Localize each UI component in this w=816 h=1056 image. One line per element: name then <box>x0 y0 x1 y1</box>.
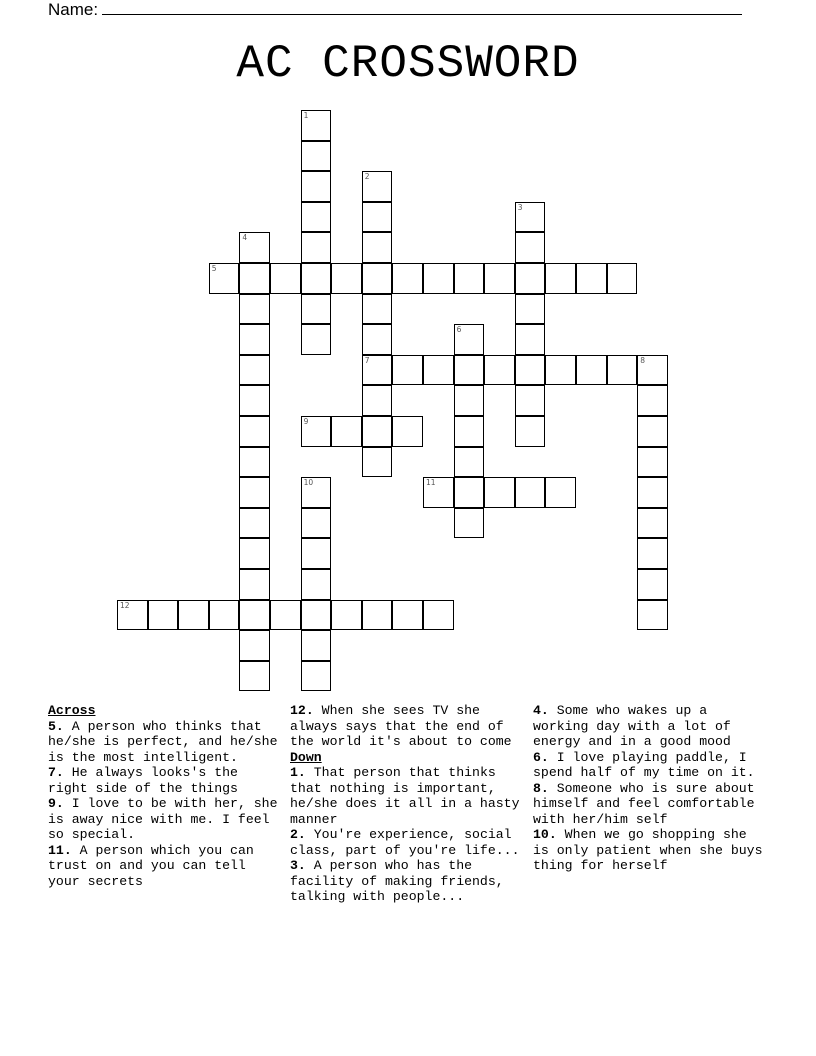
grid-cell[interactable] <box>637 538 668 569</box>
grid-cell[interactable] <box>454 385 485 416</box>
grid-cell[interactable] <box>607 263 638 294</box>
grid-cell[interactable] <box>239 600 270 631</box>
grid-cell[interactable] <box>392 355 423 386</box>
grid-cell[interactable] <box>239 447 270 478</box>
grid-cell[interactable] <box>239 508 270 539</box>
grid-cell[interactable] <box>515 232 546 263</box>
grid-cell[interactable] <box>239 661 270 692</box>
grid-cell[interactable] <box>484 477 515 508</box>
grid-cell[interactable] <box>454 416 485 447</box>
grid-cell[interactable] <box>362 600 393 631</box>
grid-cell[interactable] <box>239 355 270 386</box>
grid-cell[interactable] <box>301 263 332 294</box>
grid-cell[interactable] <box>301 416 332 447</box>
grid-cell[interactable] <box>239 569 270 600</box>
grid-cell[interactable] <box>515 477 546 508</box>
grid-cell[interactable] <box>454 508 485 539</box>
grid-cell[interactable] <box>637 508 668 539</box>
grid-cell[interactable] <box>117 600 148 631</box>
grid-cell[interactable] <box>362 447 393 478</box>
grid-cell[interactable] <box>239 416 270 447</box>
grid-cell[interactable] <box>301 477 332 508</box>
grid-cell[interactable] <box>515 355 546 386</box>
clue-across-12: 12. When she sees TV she always says that the end of the world it's about to come <box>290 703 512 749</box>
grid-cell[interactable] <box>392 416 423 447</box>
grid-cell[interactable] <box>301 202 332 233</box>
across-heading: Across <box>48 703 96 718</box>
grid-cell[interactable] <box>484 355 515 386</box>
down-heading: Down <box>290 749 322 765</box>
grid-cell[interactable] <box>637 355 668 386</box>
clue-number: 9 <box>303 417 309 426</box>
clue-across-5: 5. A person who thinks that he/she is perfect, and he/she is the most intelligent. <box>48 718 278 765</box>
grid-cell[interactable] <box>545 477 576 508</box>
grid-cell[interactable] <box>392 263 423 294</box>
clue-down-6: 6. I love playing paddle, I spend half of my time on it. <box>533 749 755 780</box>
grid-cell[interactable] <box>362 232 393 263</box>
clue-down-8: 8. Someone who is sure about himself and feel comfortable with her/him self <box>533 780 755 827</box>
clue-down-3: 3. A person who has the facility of making friends, talking with people... <box>290 858 504 904</box>
clue-across-9: 9. I love to be with her, she is away nice with me. I feel so special. <box>48 796 278 842</box>
grid-cell[interactable] <box>362 202 393 233</box>
clue-down-1: 1. That person that thinks that nothing is important, he/she does it all in a hasty manner <box>290 765 520 827</box>
grid-cell[interactable] <box>239 263 270 294</box>
grid-cell[interactable] <box>270 600 301 631</box>
grid-cell[interactable] <box>454 447 485 478</box>
clue-down-4: 4. Some who wakes up a working day with a lot of energy and in a good mood <box>533 703 731 749</box>
grid-cell[interactable] <box>484 263 515 294</box>
grid-cell[interactable] <box>637 416 668 447</box>
grid-cell[interactable] <box>454 355 485 386</box>
grid-cell[interactable] <box>362 385 393 416</box>
clue-across-7: 7. He always looks's the right side of the things <box>48 765 238 796</box>
grid-cell[interactable] <box>209 263 240 294</box>
grid-cell[interactable] <box>148 600 179 631</box>
grid-cell[interactable] <box>423 600 454 631</box>
grid-cell[interactable] <box>301 508 332 539</box>
grid-cell[interactable] <box>270 263 301 294</box>
page-title: AC CROSSWORD <box>236 38 580 90</box>
grid-cell[interactable] <box>301 324 332 355</box>
grid-cell[interactable] <box>515 416 546 447</box>
grid-cell[interactable] <box>301 630 332 661</box>
grid-cell[interactable] <box>239 324 270 355</box>
clue-number: 5 <box>211 264 217 273</box>
clues-column-1 <box>48 703 280 889</box>
grid-cell[interactable] <box>637 600 668 631</box>
grid-cell[interactable] <box>362 416 393 447</box>
grid-cell[interactable] <box>515 202 546 233</box>
grid-cell[interactable] <box>637 477 668 508</box>
grid-cell[interactable] <box>607 355 638 386</box>
grid-cell[interactable] <box>239 477 270 508</box>
grid-cell[interactable] <box>331 416 362 447</box>
clue-number: 6 <box>456 325 462 335</box>
grid-cell[interactable] <box>239 232 270 263</box>
grid-cell[interactable] <box>301 171 332 202</box>
clue-down-10: 10. When we go shopping she is only patient when she buys thing for herself <box>533 827 763 873</box>
clue-down-2: 2. You're experience, social class, part of you're life... <box>290 827 520 858</box>
grid-cell[interactable] <box>239 630 270 661</box>
grid-cell[interactable] <box>423 355 454 386</box>
clue-number: 12 <box>120 600 130 610</box>
grid-cell[interactable] <box>301 569 332 600</box>
grid-cell[interactable] <box>301 294 332 325</box>
clue-number: 7 <box>364 355 370 365</box>
grid-cell[interactable] <box>637 569 668 600</box>
clue-number: 4 <box>242 233 248 243</box>
grid-cell[interactable] <box>515 294 546 325</box>
grid-cell[interactable] <box>362 294 393 325</box>
grid-cell[interactable] <box>301 141 332 172</box>
grid-cell[interactable] <box>362 263 393 294</box>
grid-cell[interactable] <box>331 263 362 294</box>
grid-cell[interactable] <box>515 324 546 355</box>
grid-cell[interactable] <box>239 385 270 416</box>
grid-cell[interactable] <box>239 538 270 569</box>
grid-cell[interactable] <box>454 263 485 294</box>
grid-cell[interactable] <box>515 385 546 416</box>
grid-cell[interactable] <box>301 661 332 692</box>
grid-cell[interactable] <box>362 324 393 355</box>
grid-cell[interactable] <box>637 447 668 478</box>
grid-cell[interactable] <box>454 477 485 508</box>
clue-across-11: 11. A person which you can trust on and you can tell your secrets <box>48 842 254 889</box>
grid-cell[interactable] <box>301 538 332 569</box>
grid-cell[interactable] <box>362 171 393 202</box>
grid-cell[interactable] <box>545 355 576 386</box>
clue-number: 11 <box>426 478 436 488</box>
clue-number: 3 <box>517 202 523 212</box>
clue-number: 8 <box>640 355 645 365</box>
grid-cell[interactable] <box>392 600 423 631</box>
grid-cell[interactable] <box>637 385 668 416</box>
clue-number: 2 <box>364 172 370 182</box>
grid-cell[interactable] <box>301 600 332 631</box>
grid-cell[interactable] <box>423 477 454 508</box>
grid-cell[interactable] <box>239 294 270 325</box>
name-label: Name: <box>48 0 99 19</box>
grid-cell[interactable] <box>178 600 209 631</box>
grid-cell[interactable] <box>301 232 332 263</box>
clues-column-3 <box>533 703 769 874</box>
grid-cell[interactable] <box>515 263 546 294</box>
grid-cell[interactable] <box>545 263 576 294</box>
grid-cell[interactable] <box>209 600 240 631</box>
grid-cell[interactable] <box>362 355 393 386</box>
grid-cell[interactable] <box>331 600 362 631</box>
grid-cell[interactable] <box>576 263 607 294</box>
clue-number: 1 <box>303 111 309 120</box>
grid-cell[interactable] <box>301 110 332 141</box>
clues-column-2 <box>290 703 522 905</box>
grid-cell[interactable] <box>576 355 607 386</box>
grid-cell[interactable] <box>423 263 454 294</box>
clue-number: 10 <box>303 478 314 488</box>
grid-cell[interactable] <box>454 324 485 355</box>
